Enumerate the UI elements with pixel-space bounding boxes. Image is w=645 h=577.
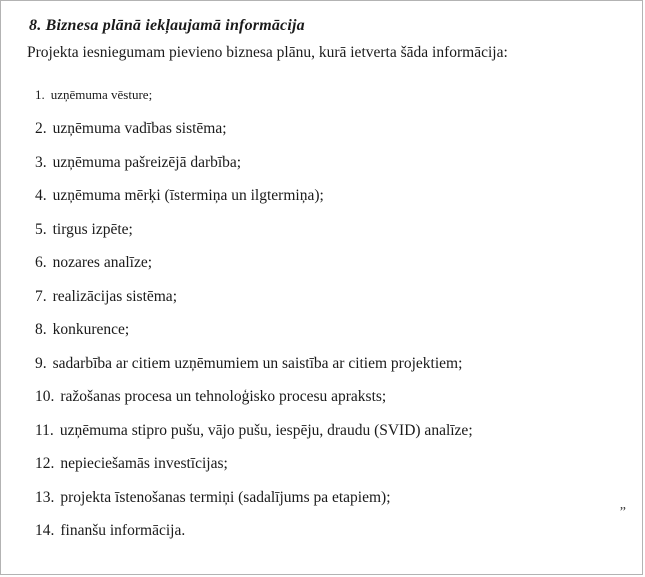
list-item-text: tirgus izpēte; (52, 220, 133, 238)
section-heading: 8. Biznesa plānā iekļaujamā informācija (29, 17, 305, 34)
info-list (35, 86, 642, 540)
list-item (35, 521, 642, 540)
list-item (35, 119, 642, 138)
list-item-number: 12. (35, 455, 55, 472)
list-item (35, 253, 642, 272)
list-item-number: 14. (35, 522, 55, 539)
list-item (35, 220, 642, 239)
list-item (35, 488, 642, 507)
intro-paragraph: Projekta iesniegumam pievieno biznesa plānu, kurā ietverta šāda informācija: (27, 44, 508, 61)
list-item-text: konkurence; (52, 321, 130, 338)
list-item (35, 287, 642, 306)
list-item (35, 186, 642, 205)
list-item-text: finanšu informācija. (60, 522, 186, 539)
list-item-number: 11. (35, 421, 54, 439)
list-item-number: 5. (35, 220, 47, 238)
list-item-number: 10. (35, 388, 55, 405)
list-item-text: uzņēmuma vadības sistēma; (52, 120, 227, 137)
list-item (35, 387, 642, 406)
list-item-number: 2. (35, 120, 47, 137)
list-item-text: uzņēmuma mērķi (īstermiņa un ilgtermiņa); (52, 187, 324, 204)
list-item (35, 354, 642, 373)
list-item-number: 8. (35, 321, 47, 338)
list-item-number: 1. (35, 87, 45, 102)
list-item-text: realizācijas sistēma; (52, 287, 177, 305)
stray-quote-mark: ” (619, 505, 626, 520)
list-item (35, 320, 642, 339)
list-item-text: nepieciešamās investīcijas; (60, 455, 228, 472)
list-item (35, 421, 642, 440)
list-item-number: 7. (35, 287, 47, 305)
list-item-number: 6. (35, 254, 47, 271)
list-item-text: uzņēmuma vēsture; (50, 87, 153, 102)
list-item (35, 86, 642, 103)
list-item-number: 9. (35, 354, 47, 372)
list-item-text: ražošanas procesa un tehnoloģisko procesu apraksts; (60, 388, 387, 405)
list-item-text: sadarbība ar citiem uzņēmumiem un saistība ar citiem projektiem; (52, 354, 463, 372)
list-item-text: projekta īstenošanas termiņi (sadalījums pa etapiem); (60, 488, 391, 506)
list-item-number: 4. (35, 187, 47, 204)
list-item (35, 153, 642, 172)
list-item-number: 13. (35, 488, 55, 506)
list-item (35, 454, 642, 473)
list-item-text: uzņēmuma stipro pušu, vājo pušu, iespēju, draudu (SVID) analīze; (59, 421, 473, 439)
list-item-text: uzņēmuma pašreizējā darbība; (52, 153, 242, 171)
list-item-text: nozares analīze; (52, 254, 153, 271)
list-item-number: 3. (35, 153, 47, 171)
